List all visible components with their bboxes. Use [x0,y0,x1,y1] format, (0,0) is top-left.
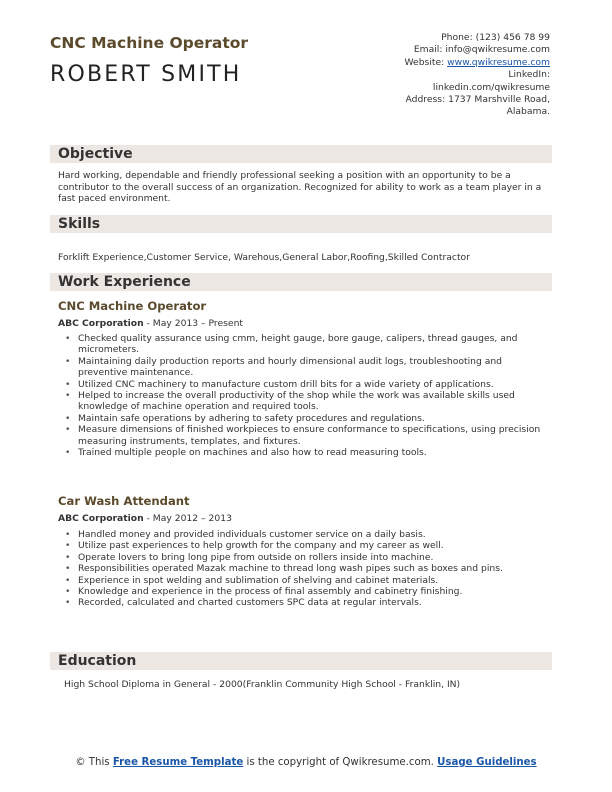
list-item: • Maintaining daily production reports and hourly dimensional audit logs, troubleshooting and preventive maintenance. [78,356,548,379]
list-item: • Recorded, calculated and charted customers SPC data at regular intervals. [78,597,548,608]
company-name-1: ABC Corporation [58,318,144,329]
list-item: • Checked quality assurance using cmm, height gauge, bore gauge, calipers, thread gauges, and micrometers. [78,333,548,356]
list-item: • Utilize past experiences to help growth for the company and my career as well. [78,540,548,551]
website-label: Website: [404,56,445,68]
job-dates-1: - May 2013 – Present [143,318,244,329]
list-item: • Experience in spot welding and sublimation of shelving and cabinet materials. [78,575,548,586]
website-link[interactable]: www.qwikresume.com [447,56,550,68]
contact-linkedin[interactable]: linkedin.com/qwikresume [432,81,550,93]
contact-linkedin-label: LinkedIn: [508,69,550,81]
address-label: Address: [405,94,446,106]
objective-section-bar [50,145,552,163]
list-item: • Measure dimensions of finished workpieces to ensure conformance to specifications, using precision measuring instruments, templates, and fixtures. [78,424,548,447]
contact-website [310,57,550,69]
skills-section-bar [50,215,552,233]
list-item: • Handled money and provided individuals customer service on a daily basis. [78,529,548,540]
contact-address [310,94,550,106]
footer-middle: is the copyright of Qwikresume.com. [243,757,438,768]
job-company-2 [58,513,232,524]
usage-guidelines-link[interactable]: Usage Guidelines [437,757,537,768]
objective-heading: Objective [58,146,133,162]
education-section-bar [50,652,552,670]
list-item: • Utilized CNC machinery to manufacture custom drill bits for a wide variety of applications. [78,379,548,390]
work-section-bar [50,273,552,291]
objective-text: Hard working, dependable and friendly professional seeking a position with an opportunity to be a contributor to the overall success of an organization. Recognized for ability to work as a team player in a fast paced environment. [58,170,542,205]
education-heading: Education [58,653,137,669]
candidate-name: ROBERT SMITH [50,62,242,87]
job-company-1 [58,318,243,329]
education-text: High School Diploma in General - 2000(Franklin Community High School - Franklin, IN) [64,679,461,690]
footer-copyright [0,756,612,769]
job-title-1: CNC Machine Operator [58,299,207,313]
list-item: • Knowledge and experience in the process of final assembly and cabinetry finishing. [78,586,548,597]
footer-prefix: © This [75,757,113,768]
job-dates-2: - May 2012 – 2013 [143,513,232,524]
list-item: • Operate lovers to bring long pipe from outside on rollers inside into machine. [78,552,548,563]
list-item: • Maintain safe operations by adhering to safety procedures and regulations. [78,413,548,424]
contact-address-line2: Alabama. [506,106,550,118]
free-resume-template-link[interactable]: Free Resume Template [112,757,244,768]
email-label: Email: [413,44,443,56]
company-name-2: ABC Corporation [58,513,144,524]
phone-label: Phone: [441,32,473,43]
skills-heading: Skills [58,216,101,232]
list-item: • Helped to increase the overall productivity of the shop while the work was available skills used knowledge of machine operation and required tools. [78,390,548,413]
email-value[interactable]: info@qwikresume.com [445,44,550,56]
header-job-title: CNC Machine Operator [50,34,249,52]
contact-email [310,44,550,56]
work-heading: Work Experience [58,274,191,290]
address-line1: 1737 Marshville Road, [448,94,550,106]
phone-value: (123) 456 78 99 [475,32,550,43]
list-item: • Trained multiple people on machines and also how to read measuring tools. [78,447,548,458]
job-bullets-2 [78,529,548,609]
job-title-2: Car Wash Attendant [58,494,190,508]
skills-text: Forklift Experience,Customer Service, Warehous,General Labor,Roofing,Skilled Contractor [58,252,470,263]
list-item: • Responsibilities operated Mazak machine to thread long wash pipes such as boxes and pins. [78,563,548,574]
contact-phone [310,32,550,44]
job-bullets-1 [78,333,548,458]
contact-block [310,32,550,119]
